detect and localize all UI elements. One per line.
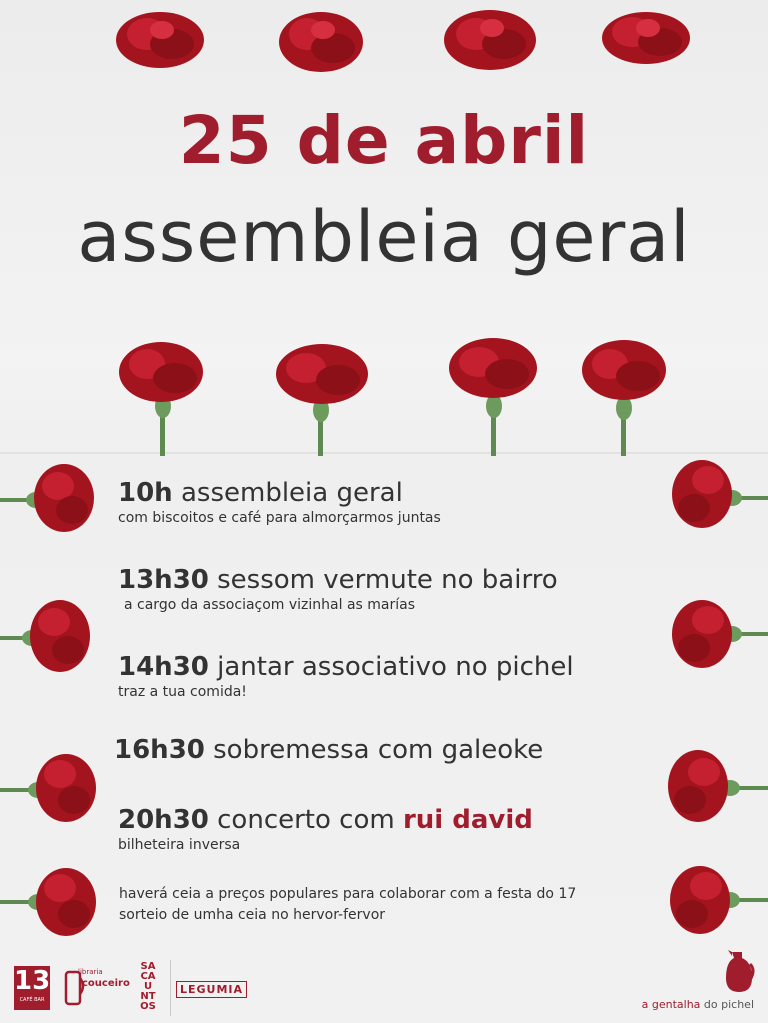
logo-legumia (176, 978, 244, 998)
logo-13-cafe-bar (14, 966, 50, 1010)
carnation-decoration (598, 0, 694, 68)
carnation-decoration (275, 0, 367, 76)
carnation-decoration (0, 864, 98, 944)
schedule-item (114, 735, 543, 765)
logo-separator (170, 960, 171, 1016)
event-subtitle: bilheteira inversa (118, 837, 241, 853)
event-title: sobremessa com galeoke (213, 735, 544, 765)
carnation-decoration (668, 456, 768, 536)
carnation-decoration (445, 334, 541, 456)
event-subtitle: traz a tua comida! (118, 684, 247, 700)
schedule-item (118, 652, 574, 700)
carnation-decoration (112, 0, 208, 72)
logo-13-caption: CAFÉ BAR (19, 997, 45, 1003)
footer-credit-prefix: a gentalha (641, 998, 701, 1011)
carnation-decoration (666, 862, 768, 942)
event-time: 16h30 (114, 735, 205, 765)
carnation-decoration (0, 748, 98, 828)
event-title: jantar associativo no pichel (217, 652, 574, 682)
carnation-decoration (664, 746, 768, 830)
carnation-decoration (0, 596, 92, 680)
event-time: 13h30 (118, 565, 209, 595)
logo-sacauntos (140, 962, 164, 1012)
carnation-decoration (272, 340, 372, 456)
event-subtitle: a cargo da associaçom vizinhal as marías (124, 597, 416, 613)
schedule-item (118, 478, 441, 526)
carnation-decoration (578, 336, 670, 456)
logo-libraria-couceiro (62, 966, 128, 1010)
logo-legumia-label: LEGUMIA (176, 981, 247, 998)
event-title: assembleia geral (180, 478, 403, 508)
footer-credit (642, 998, 754, 1011)
artist-name: rui david (402, 805, 533, 835)
event-main-title: assembleia geral (77, 196, 691, 278)
note-line: sorteio de umha ceia no hervor-fervor (119, 907, 386, 923)
logo-13-number: 13 (14, 966, 51, 996)
event-time: 10h (118, 478, 173, 508)
carnation-decoration (0, 460, 96, 540)
pitcher-icon (722, 950, 756, 994)
event-time: 14h30 (118, 652, 209, 682)
schedule-item (118, 805, 533, 853)
notes-block (119, 884, 576, 926)
event-title: concerto com (217, 805, 395, 835)
logo-libraria-label: libraria (78, 968, 103, 976)
event-time: 20h30 (118, 805, 209, 835)
carnation-decoration (115, 336, 207, 456)
event-title: sessom vermute no bairro (217, 565, 558, 595)
event-subtitle: com biscoitos e café para almorçarmos juntas (118, 510, 441, 526)
note-line: haverá ceia a preços populares para colaborar com a festa do 17 (119, 886, 577, 902)
footer-credit-suffix: do pichel (700, 998, 754, 1011)
schedule-item (118, 565, 558, 613)
logo-couceiro-label: couceiro (82, 978, 130, 989)
carnation-decoration (670, 596, 768, 676)
logo-sacauntos-label: SACAUNTOS (140, 961, 156, 1012)
carnation-decoration (440, 0, 540, 74)
event-date-title: 25 de abril (178, 102, 590, 179)
